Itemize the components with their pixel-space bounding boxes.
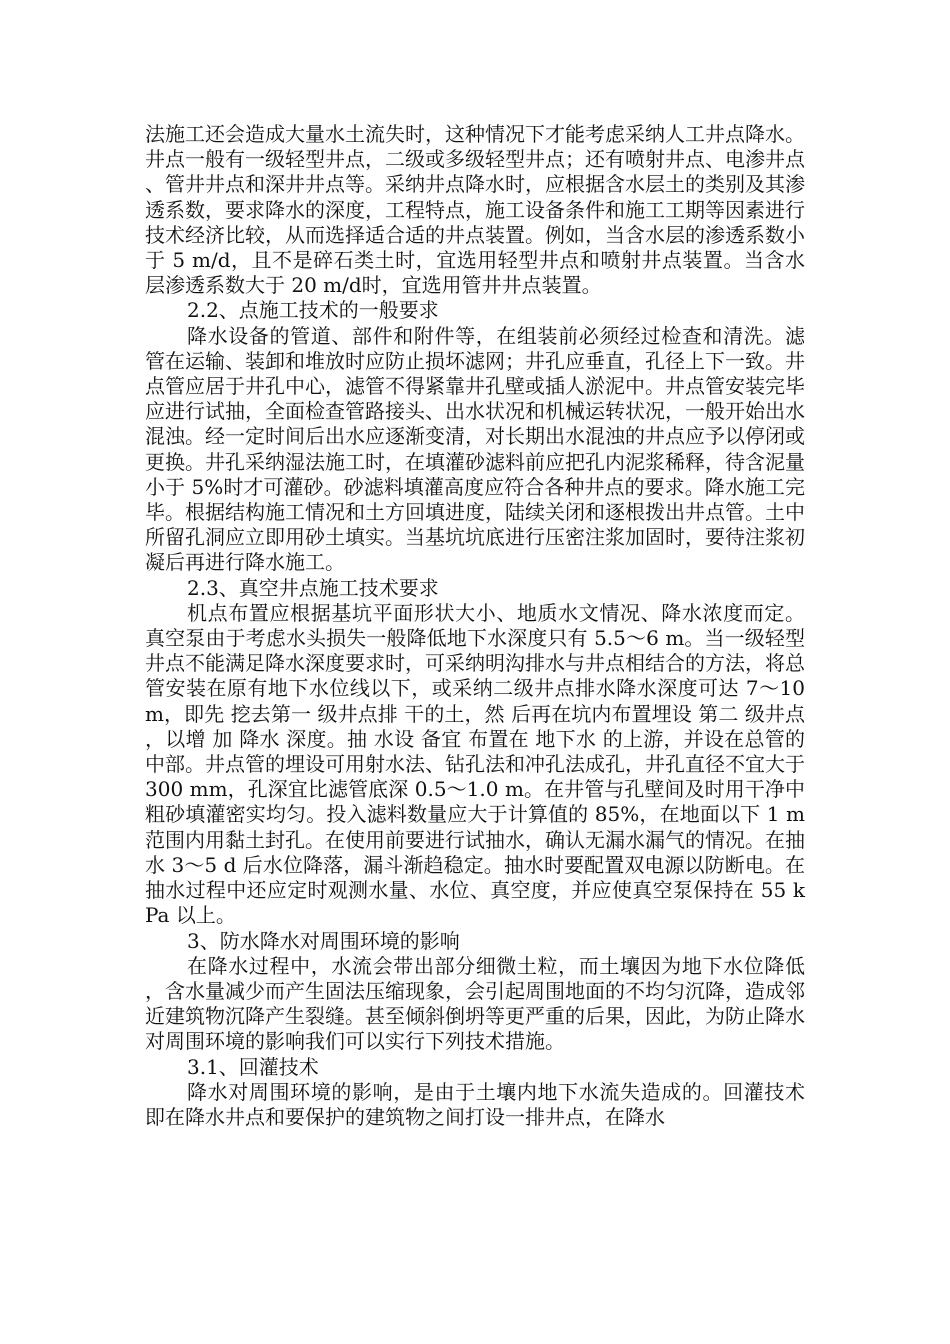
section-heading-2-2: 2.2、点施工技术的一般要求	[187, 298, 439, 323]
document-body	[145, 122, 805, 1130]
paragraph-vacuum-well-point: 机点布置应根据基坑平面形状大小、地质水文情况、降水浓度而定。真空泵由于考虑水头损失一般降低地下水深度只有 5.5～6 m。当一级轻型井点不能满足降水深度要求时，可采纳明沟排水与井点相结合的方法，将总管安装在原有地下水位线以下，或采纳二级井点排水降水深度可达 7～10 m，即先 挖去第一 级井点排 干的土，然 后再在坑内布置埋设 第二 级井点，以增 加 降水 深度。抽 水设 备宜 布置在 地下水 的上游，并设在总管的中部。井点管的埋设可用射水法、钻孔法和冲孔法成孔，井孔直径不宜大于 300 mm，孔深宜比滤管底深 0.5～1.0 m。在井管与孔壁间及时用干净中粗砂填灌密实均匀。投入滤料数量应大于计算值的 85%，在地面以下 1 m 范围内用黏土封孔。在使用前要进行试抽水，确认无漏水漏气的情况。在抽水 3～5 d 后水位降落，漏斗渐趋稳定。抽水时要配置双电源以防断电。在抽水过程中还应定时观测水量、水位、真空度，并应使真空泵保持在 55 kPa 以上。	[145, 600, 805, 928]
paragraph-well-point-selection: 法施工还会造成大量水土流失时，这种情况下才能考虑采纳人工井点降水。井点一般有一级轻型井点，二级或多级轻型井点；还有喷射井点、电渗井点、管井井点和深井井点等。采纳井点降水时，应根据含水层土的类别及其渗透系数，要求降水的深度，工程特点，施工设备条件和施工工期等因素进行技术经济比较，从而选择适合适的井点装置。例如，当含水层的渗透系数小于 5 m/d，且不是碎石类土时，宜选用轻型井点和喷射井点装置。当含水层渗透系数大于 20 m/d时，宜选用管井井点装置。	[145, 122, 805, 298]
section-heading-3-1: 3.1、回灌技术	[187, 1054, 319, 1079]
paragraph-environment-impact: 在降水过程中，水流会带出部分细微土粒，而土壤因为地下水位降低，含水量减少而产生固法压缩现象，会引起周围地面的不均匀沉降，造成邻近建筑物沉降产生裂缝。甚至倾斜倒坍等更严重的后果，因此，为防止降水对周围环境的影响我们可以实行下列技术措施。	[145, 953, 805, 1054]
paragraph-general-requirements: 降水设备的管道、部件和附件等，在组装前必须经过检查和清洗。滤管在运输、装卸和堆放时应防止损坏滤网；井孔应垂直，孔径上下一致。井点管应居于井孔中心，滤管不得紧靠井孔壁或插人淤泥中。井点管安装完毕应进行试抽，全面检查管路接头、出水状况和机械运转状况，一般开始出水混浊。经一定时间后出水应逐渐变清，对长期出水混浊的井点应予以停闭或更换。井孔采纳湿法施工时，在填灌砂滤料前应把孔内泥浆稀释，待含泥量小于 5%时才可灌砂。砂滤料填灌高度应符合各种井点的要求。降水施工完毕。根据结构施工情况和土方回填进度，陆续关闭和逐根拨出井点管。土中所留孔洞应立即用砂土填实。当基坑坑底进行压密注浆加固时，要待注浆初凝后再进行降水施工。	[145, 323, 805, 575]
section-heading-2-3: 2.3、真空井点施工技术要求	[187, 575, 439, 600]
paragraph-recharge-technique: 降水对周围环境的影响，是由于土壤内地下水流失造成的。回灌技术即在降水井点和要保护的建筑物之间打设一排井点，在降水	[145, 1079, 805, 1129]
section-heading-3: 3、防水降水对周围环境的影响	[187, 928, 460, 953]
